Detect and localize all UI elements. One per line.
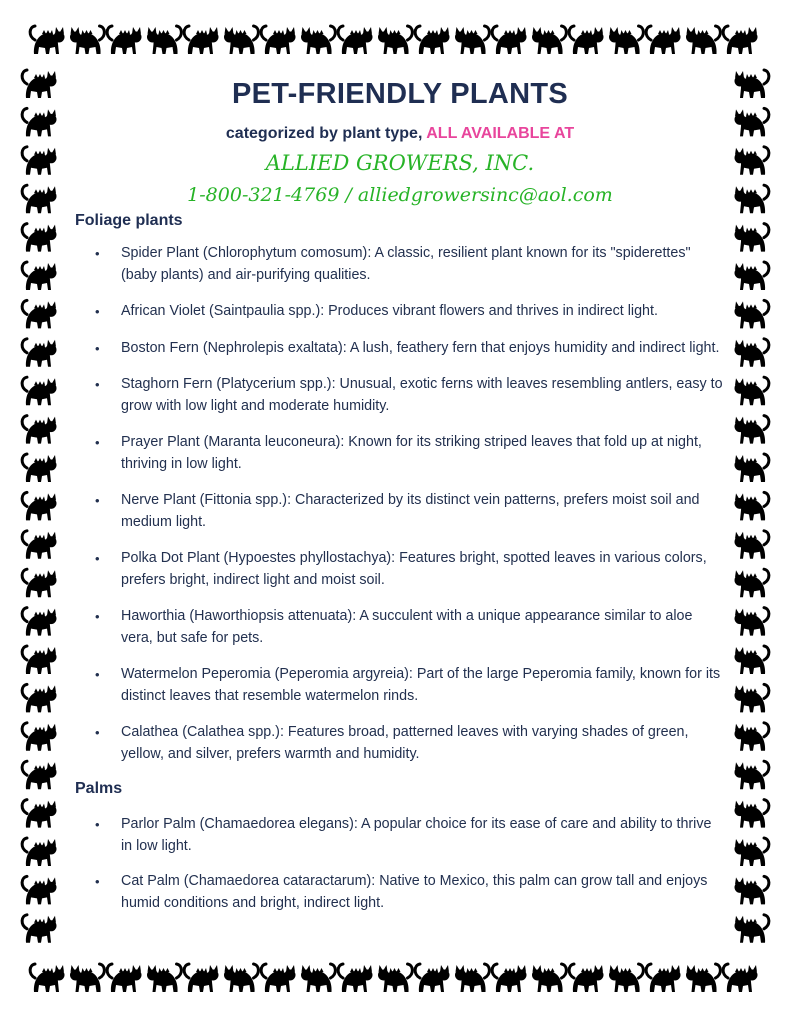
black-cat-icon <box>22 454 56 482</box>
contact-info: 1-800-321-4769 / alliedgrowersinc@aol.com <box>187 184 613 206</box>
list-item: • Nerve Plant (Fittonia spp.): Characterized by its distinct vein patterns, prefers moist soil and medium light. <box>75 490 725 533</box>
section-title-foliage: Foliage plants <box>75 212 183 229</box>
black-cat-icon <box>735 147 769 175</box>
black-cat-icon <box>22 876 56 904</box>
black-cat-icon <box>22 147 56 175</box>
list-item: • Parlor Palm (Chamaedorea elegans): A popular choice for its ease of care and ability to thrive in low light. <box>75 814 725 857</box>
black-cat-icon <box>492 26 526 54</box>
black-cat-icon <box>22 723 56 751</box>
black-cat-icon <box>147 26 181 54</box>
black-cat-icon <box>22 300 56 328</box>
black-cat-icon <box>455 964 489 992</box>
black-cat-icon <box>378 964 412 992</box>
black-cat-icon <box>735 608 769 636</box>
black-cat-icon <box>735 569 769 597</box>
black-cat-icon <box>735 915 769 943</box>
list-item: • Spider Plant (Chlorophytum comosum): A classic, resilient plant known for its "spiderettes" (baby plants) and air-purifying qualities. <box>75 243 725 286</box>
black-cat-icon <box>30 26 64 54</box>
list-item: • Watermelon Peperomia (Peperomia argyreia): Part of the large Peperomia family, known for its distinct leaves that resemble watermelon rinds. <box>75 664 725 707</box>
black-cat-icon <box>22 761 56 789</box>
list-item: • Polka Dot Plant (Hypoestes phyllostachya): Features bright, spotted leaves in various colors, prefers bright, indirect light and moist soil. <box>75 548 725 591</box>
black-cat-icon <box>22 416 56 444</box>
black-cat-icon <box>224 26 258 54</box>
subtitle-accent: ALL AVAILABLE AT <box>426 125 575 142</box>
list-item: • African Violet (Saintpaulia spp.): Produces vibrant flowers and thrives in indirect light. <box>75 301 725 323</box>
black-cat-icon <box>22 569 56 597</box>
list-item: • Boston Fern (Nephrolepis exaltata): A lush, feathery fern that enjoys humidity and indirect light. <box>75 338 725 360</box>
black-cat-icon <box>261 26 295 54</box>
black-cat-icon <box>22 262 56 290</box>
list-item: • Haworthia (Haworthiopsis attenuata): A succulent with a unique appearance similar to aloe vera, but safe for pets. <box>75 606 725 649</box>
black-cat-icon <box>686 964 720 992</box>
black-cat-icon <box>735 70 769 98</box>
black-cat-icon <box>735 646 769 674</box>
black-cat-icon <box>735 838 769 866</box>
black-cat-icon <box>532 964 566 992</box>
black-cat-icon <box>184 26 218 54</box>
black-cat-icon <box>22 224 56 252</box>
list-item: • Calathea (Calathea spp.): Features broad, patterned leaves with varying shades of green, yellow, and silver, prefers warmth and humidity. <box>75 722 725 765</box>
section-title-palms: Palms <box>75 780 123 797</box>
black-cat-icon <box>22 800 56 828</box>
black-cat-icon <box>22 915 56 943</box>
black-cat-icon <box>735 876 769 904</box>
black-cat-icon <box>492 964 526 992</box>
black-cat-icon <box>107 26 141 54</box>
black-cat-icon <box>147 964 181 992</box>
black-cat-icon <box>569 964 603 992</box>
black-cat-icon <box>609 964 643 992</box>
black-cat-icon <box>22 838 56 866</box>
black-cat-icon <box>22 339 56 367</box>
list-item: • Staghorn Fern (Platycerium spp.): Unusual, exotic ferns with leaves resembling antlers, easy to grow with low light and moderate humidity. <box>75 374 725 417</box>
black-cat-icon <box>22 531 56 559</box>
black-cat-icon <box>646 964 680 992</box>
black-cat-icon <box>686 26 720 54</box>
black-cat-icon <box>735 262 769 290</box>
black-cat-icon <box>735 454 769 482</box>
black-cat-icon <box>70 26 104 54</box>
black-cat-icon <box>735 224 769 252</box>
black-cat-icon <box>646 26 680 54</box>
content <box>75 78 725 928</box>
black-cat-icon <box>735 339 769 367</box>
list-item: • Cat Palm (Chamaedorea cataractarum): Native to Mexico, this palm can grow tall and enjoys humid conditions and bright, indirect light. <box>75 871 725 914</box>
black-cat-icon <box>735 185 769 213</box>
black-cat-icon <box>184 964 218 992</box>
black-cat-icon <box>338 964 372 992</box>
subtitle <box>75 125 725 143</box>
black-cat-icon <box>378 26 412 54</box>
black-cat-icon <box>735 416 769 444</box>
black-cat-icon <box>22 185 56 213</box>
black-cat-icon <box>22 608 56 636</box>
subtitle-main: categorized by plant type, <box>225 125 427 142</box>
black-cat-icon <box>735 761 769 789</box>
black-cat-icon <box>532 26 566 54</box>
black-cat-icon <box>22 684 56 712</box>
black-cat-icon <box>723 26 757 54</box>
black-cat-icon <box>415 964 449 992</box>
company-name: ALLIED GROWERS, INC. <box>265 151 535 175</box>
black-cat-icon <box>22 492 56 520</box>
black-cat-icon <box>455 26 489 54</box>
palms-list <box>75 814 725 914</box>
black-cat-icon <box>723 964 757 992</box>
black-cat-icon <box>735 723 769 751</box>
black-cat-icon <box>70 964 104 992</box>
black-cat-icon <box>609 26 643 54</box>
black-cat-icon <box>735 108 769 136</box>
black-cat-icon <box>261 964 295 992</box>
black-cat-icon <box>224 964 258 992</box>
foliage-list <box>75 243 725 765</box>
black-cat-icon <box>301 26 335 54</box>
black-cat-icon <box>735 300 769 328</box>
list-item: • Prayer Plant (Maranta leuconeura): Known for its striking striped leaves that fold up at night, thriving in low light. <box>75 432 725 475</box>
black-cat-icon <box>22 108 56 136</box>
black-cat-icon <box>735 492 769 520</box>
black-cat-icon <box>22 377 56 405</box>
black-cat-icon <box>107 964 141 992</box>
black-cat-icon <box>415 26 449 54</box>
black-cat-icon <box>735 377 769 405</box>
black-cat-icon <box>735 684 769 712</box>
page-title: PET-FRIENDLY PLANTS <box>231 78 569 110</box>
black-cat-icon <box>301 964 335 992</box>
black-cat-icon <box>22 70 56 98</box>
black-cat-icon <box>735 531 769 559</box>
black-cat-icon <box>22 646 56 674</box>
black-cat-icon <box>569 26 603 54</box>
black-cat-icon <box>338 26 372 54</box>
black-cat-icon <box>735 800 769 828</box>
black-cat-icon <box>30 964 64 992</box>
